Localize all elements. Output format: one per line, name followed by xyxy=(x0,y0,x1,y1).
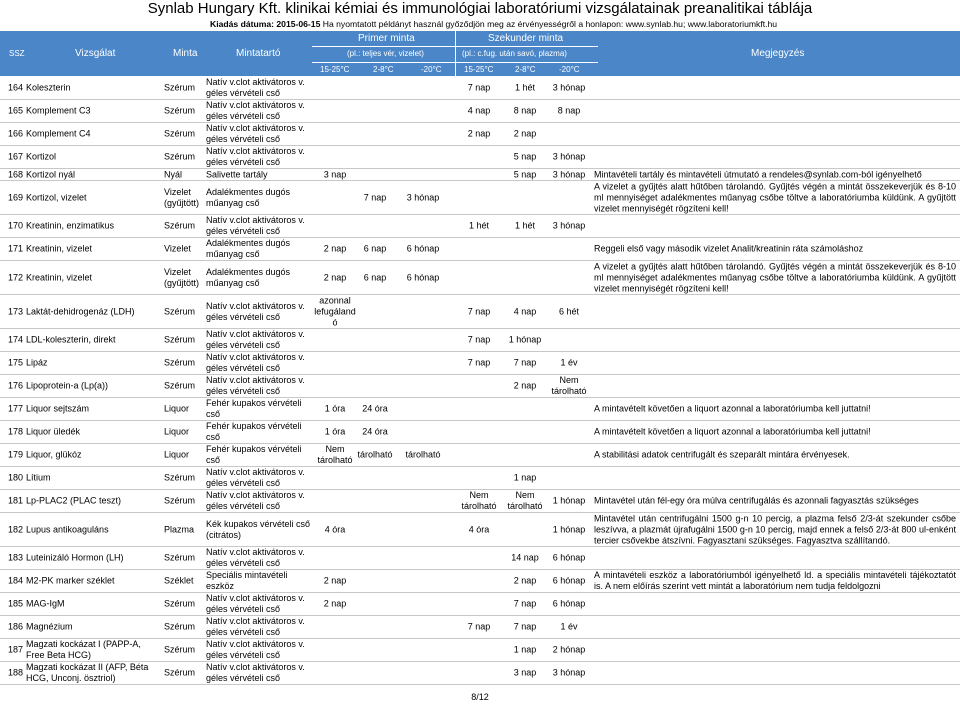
cell-primer-2: 6 nap xyxy=(363,272,387,282)
cell-name: Kreatinin, vizelet xyxy=(26,272,93,282)
cell-minta: Szérum xyxy=(164,220,196,231)
table-row xyxy=(0,146,960,169)
cell-note: Mintavételi tartály és mintavételi útmutató a rendeles@synlab.com-ból igényelhető xyxy=(594,169,922,179)
cell-name: Koleszterin xyxy=(26,82,71,93)
cell-minta: Szérum xyxy=(164,667,196,678)
temp-primer-frozen: -20°C xyxy=(421,65,442,74)
cell-primer-2: 6 nap xyxy=(363,243,387,254)
cell-minta: Szérum xyxy=(164,151,196,162)
cell-note: A mintavételt követően a liquort azonnal a laboratóriumba kell juttatni! xyxy=(594,426,871,437)
cell-name: Liquor üledék xyxy=(26,426,81,437)
cell-tarto: Natív v.clot aktivátoros v. géles vérvételi cső xyxy=(206,77,305,98)
cell-tarto: Fehér kupakos vérvételi cső xyxy=(206,421,302,442)
cell-ssz: 180 xyxy=(8,472,24,483)
cell-secondary-1: 4 nap xyxy=(467,105,491,116)
cell-name: Lp-PLAC2 (PLAC teszt) xyxy=(26,495,122,506)
cell-ssz: 179 xyxy=(8,449,24,460)
cell-name: Kortizol nyál xyxy=(26,169,76,179)
table-row xyxy=(0,421,960,444)
cell-name: Laktát-dehidrogenáz (LDH) xyxy=(26,306,135,316)
cell-minta: Plazma xyxy=(164,524,195,534)
cell-secondary-2: 5 nap xyxy=(513,151,537,162)
cell-note: Reggeli első vagy második vizelet Analit/kreatinin ráta számoláshoz xyxy=(594,243,864,254)
table-row xyxy=(0,467,960,490)
cell-ssz: 182 xyxy=(8,524,24,534)
cell-secondary-2: 1 hét xyxy=(514,82,536,93)
cell-minta: Szérum xyxy=(164,357,196,368)
cell-secondary-2: 7 nap xyxy=(513,357,537,368)
cell-tarto: Natív v.clot aktivátoros v. géles vérvételi cső xyxy=(206,123,305,144)
cell-primer-1: Nem tárolható xyxy=(317,444,353,465)
cell-note: A vizelet a gyűjtés alatt hűtőben tárolandó. Gyűjtés végén a mintát összekeverjük és 8-10 ml mennyiséget adalékmentes műanyag csőbe töltve a laboratóriumba küldünk. A gyűjtött vizelet mennyiségét rögzíteni kell! xyxy=(594,261,956,293)
cell-ssz: 186 xyxy=(8,621,24,632)
cell-minta: Nyál xyxy=(164,169,183,179)
cell-minta: Liquor xyxy=(164,403,190,414)
cell-name: Kortizol, vizelet xyxy=(26,192,87,202)
cell-ssz: 187 xyxy=(8,644,24,655)
col-minta: Minta xyxy=(173,48,198,59)
cell-secondary-3: 1 hónap xyxy=(552,495,586,506)
issue-date-label: Kiadás dátuma: xyxy=(210,19,274,29)
cell-name: Kortizol xyxy=(26,151,57,162)
table-row xyxy=(0,662,960,685)
cell-secondary-2: 5 nap xyxy=(513,169,537,179)
cell-tarto: Adalékmentes dugós műanyag cső xyxy=(206,186,291,208)
cell-ssz: 164 xyxy=(8,82,24,93)
table-row xyxy=(0,100,960,123)
cell-note: A mintavételt követően a liquort azonnal a laboratóriumba kell juttatni! xyxy=(594,403,871,414)
cell-name: Luteinizáló Hormon (LH) xyxy=(26,552,124,563)
table-row xyxy=(0,77,960,100)
cell-note: Mintavétel után centrifugálni 1500 g-n 10 percig, a plazma felső 2/3-át szekunder csőbe leszívva, a plazmát újrafugálni 1500 g-n 10 percig, majd ennek a felső 2/3-át 800 ul-enként tercier csővekbe átszívni. Fagyasztani szükséges. Fagyasztva szállítandó. xyxy=(594,513,956,545)
cell-name: Komplement C3 xyxy=(26,105,91,116)
cell-secondary-1: Nem tárolható xyxy=(461,490,497,511)
table-header xyxy=(0,31,960,76)
cell-tarto: Natív v.clot aktivátoros v. géles vérvételi cső xyxy=(206,215,305,236)
cell-secondary-2: 1 nap xyxy=(513,644,537,655)
cell-ssz: 168 xyxy=(8,169,24,179)
cell-tarto: Natív v.clot aktivátoros v. géles vérvételi cső xyxy=(206,547,305,568)
cell-secondary-1: 4 óra xyxy=(468,524,490,534)
cell-minta: Vizelet (gyűjtött) xyxy=(164,186,200,208)
table-row xyxy=(0,123,960,146)
cell-primer-2: 7 nap xyxy=(363,192,387,202)
table-row xyxy=(0,639,960,662)
cell-secondary-3: 3 hónap xyxy=(552,220,586,231)
cell-primer-1: azonnal lefugáland ó xyxy=(314,295,356,327)
table-row xyxy=(0,616,960,639)
col-vizsgalat: Vizsgálat xyxy=(75,48,116,59)
cell-tarto: Speciális mintavételi eszköz xyxy=(206,570,288,591)
cell-ssz: 171 xyxy=(8,243,24,254)
col-primer: Primer minta xyxy=(358,33,415,44)
cell-secondary-1: 7 nap xyxy=(467,334,491,345)
cell-note: A mintavételi eszköz a laboratóriumból igényelhető ld. a speciális mintavételi tájékoztatót is. A nem előírás szerint vett mintát a laboratórium nem tudja feldolgozni xyxy=(594,570,956,591)
cell-primer-2: tárolható xyxy=(357,449,393,460)
cell-secondary-2: 8 nap xyxy=(513,105,537,116)
table-row xyxy=(0,215,960,238)
cell-primer-3: 6 hónap xyxy=(406,243,440,254)
cell-minta: Vizelet (gyűjtött) xyxy=(164,266,200,288)
cell-minta: Szérum xyxy=(164,472,196,483)
cell-name: Magnézium xyxy=(26,621,73,632)
table-row xyxy=(0,169,960,181)
cell-note: A vizelet a gyűjtés alatt hűtőben tárolandó. Gyűjtés végén a mintát összekeverjük és 8-10 ml mennyiséget adalékmentes műanyag csőbe töltve a laboratóriumba küldünk. A gyűjtött vizelet mennyiségét rögzíteni kell! xyxy=(594,181,956,213)
cell-minta: Liquor xyxy=(164,449,190,460)
cell-primer-1: 2 nap xyxy=(323,272,347,282)
table-row xyxy=(0,329,960,352)
temp-primer-fridge: 2-8°C xyxy=(373,65,394,74)
cell-secondary-2: 14 nap xyxy=(511,552,539,563)
cell-name: LDL-koleszterin, direkt xyxy=(26,334,116,345)
cell-tarto: Fehér kupakos vérvételi cső xyxy=(206,398,302,419)
table-row xyxy=(0,547,960,570)
cell-tarto: Natív v.clot aktivátoros v. géles vérvételi cső xyxy=(206,490,305,511)
cell-minta: Liquor xyxy=(164,426,190,437)
col-szekunder-note: (pl.: c.fug. után savó, plazma) xyxy=(462,49,567,58)
cell-tarto: Natív v.clot aktivátoros v. géles vérvételi cső xyxy=(206,616,305,637)
page-number: 8/12 xyxy=(471,692,489,702)
table-row xyxy=(0,490,960,513)
cell-secondary-3: 3 hónap xyxy=(552,82,586,93)
cell-minta: Szérum xyxy=(164,380,196,391)
cell-minta: Szérum xyxy=(164,334,196,345)
cell-ssz: 175 xyxy=(8,357,24,368)
col-szekunder: Szekunder minta xyxy=(488,33,564,44)
cell-tarto: Fehér kupakos vérvételi cső xyxy=(206,444,302,465)
cell-secondary-2: 2 nap xyxy=(513,128,537,139)
temp-secondary-room: 15-25°C xyxy=(464,65,494,74)
cell-name: Liquor, glükóz xyxy=(26,449,82,460)
cell-secondary-3: 3 hónap xyxy=(552,151,586,162)
col-megjegyzes: Megjegyzés xyxy=(751,48,805,59)
cell-primer-1: 4 óra xyxy=(324,524,346,534)
cell-secondary-2: 2 nap xyxy=(513,575,537,586)
cell-secondary-1: 1 hét xyxy=(468,220,490,231)
cell-secondary-2: 1 hónap xyxy=(508,334,542,345)
cell-tarto: Natív v.clot aktivátoros v. géles vérvételi cső xyxy=(206,146,305,167)
cell-minta: Szérum xyxy=(164,621,196,632)
cell-ssz: 178 xyxy=(8,426,24,437)
cell-secondary-2: 2 nap xyxy=(513,380,537,391)
cell-secondary-2: 1 nap xyxy=(513,472,537,483)
test-table xyxy=(0,77,960,685)
cell-ssz: 176 xyxy=(8,380,24,391)
cell-ssz: 173 xyxy=(8,306,24,316)
cell-secondary-3: 1 év xyxy=(560,357,578,368)
cell-ssz: 183 xyxy=(8,552,24,563)
cell-ssz: 184 xyxy=(8,575,24,586)
cell-minta: Szérum xyxy=(164,495,196,506)
cell-minta: Szérum xyxy=(164,82,196,93)
cell-name: Magzati kockázat II (AFP, Béta HCG, Unconj. ösztriol) xyxy=(26,662,149,683)
cell-minta: Szérum xyxy=(164,644,196,655)
validity-notice: Ha nyomtatott példányt használ győződjön meg az érvényességről a honlapon: www.synlab.hu; www.laboratoriumkft.hu xyxy=(322,19,778,29)
cell-tarto: Kék kupakos vérvételi cső (citrátos) xyxy=(206,518,311,540)
cell-ssz: 185 xyxy=(8,598,24,609)
cell-minta: Szérum xyxy=(164,598,196,609)
col-mintatarto: Mintatartó xyxy=(236,48,281,59)
cell-primer-2: 24 óra xyxy=(362,426,388,437)
cell-primer-1: 1 óra xyxy=(324,403,346,414)
cell-secondary-1: 7 nap xyxy=(467,306,491,316)
cell-primer-3: 3 hónap xyxy=(406,192,440,202)
cell-tarto: Natív v.clot aktivátoros v. géles vérvételi cső xyxy=(206,352,305,373)
cell-ssz: 181 xyxy=(8,495,24,506)
cell-secondary-3: 1 év xyxy=(560,621,578,632)
cell-secondary-3: 6 hónap xyxy=(552,598,586,609)
cell-tarto: Salivette tartály xyxy=(206,169,268,179)
temp-secondary-fridge: 2-8°C xyxy=(515,65,536,74)
issue-line xyxy=(210,19,960,30)
issue-date: 2015-06-15 xyxy=(276,19,321,29)
cell-minta: Vizelet xyxy=(164,243,191,254)
cell-secondary-1: 7 nap xyxy=(467,621,491,632)
cell-primer-1: 1 óra xyxy=(324,426,346,437)
cell-tarto: Natív v.clot aktivátoros v. géles vérvételi cső xyxy=(206,662,305,683)
table-row xyxy=(0,444,960,467)
cell-note: Mintavétel után fél-egy óra múlva centrifugálás és azonnali fagyasztás szükséges xyxy=(594,495,919,506)
table-row xyxy=(0,181,960,215)
table-row xyxy=(0,593,960,616)
cell-ssz: 174 xyxy=(8,334,24,345)
cell-ssz: 172 xyxy=(8,272,24,282)
table-row xyxy=(0,570,960,593)
cell-ssz: 188 xyxy=(8,667,24,678)
cell-name: Magzati kockázat I (PAPP-A, Free Beta HCG) xyxy=(26,639,141,660)
cell-tarto: Natív v.clot aktivátoros v. géles vérvételi cső xyxy=(206,639,305,660)
cell-name: M2-PK marker széklet xyxy=(26,575,115,586)
cell-secondary-2: 7 nap xyxy=(513,598,537,609)
cell-secondary-3: Nem tárolható xyxy=(551,375,587,396)
cell-secondary-2: 3 nap xyxy=(513,667,537,678)
cell-secondary-3: 3 hónap xyxy=(552,169,586,179)
cell-name: Lítium xyxy=(26,472,51,483)
table-row xyxy=(0,513,960,547)
cell-note: A stabilitási adatok centrifugált és szeparált mintára érvényesek. xyxy=(594,449,850,460)
cell-secondary-3: 1 hónap xyxy=(552,524,586,534)
table-row xyxy=(0,295,960,329)
cell-minta: Széklet xyxy=(164,575,194,586)
cell-secondary-3: 6 hét xyxy=(558,306,580,316)
cell-tarto: Adalékmentes dugós műanyag cső xyxy=(206,238,291,259)
col-ssz: SSZ xyxy=(9,49,25,58)
cell-name: Lipáz xyxy=(26,357,48,368)
cell-secondary-2: 7 nap xyxy=(513,621,537,632)
cell-secondary-2: 1 hét xyxy=(514,220,536,231)
cell-primer-1: 2 nap xyxy=(323,243,347,254)
cell-primer-1: 2 nap xyxy=(323,598,347,609)
cell-name: Kreatinin, enzimatikus xyxy=(26,220,115,231)
cell-tarto: Natív v.clot aktivátoros v. géles vérvételi cső xyxy=(206,467,305,488)
cell-ssz: 166 xyxy=(8,128,24,139)
cell-tarto: Natív v.clot aktivátoros v. géles vérvételi cső xyxy=(206,593,305,614)
cell-secondary-2: Nem tárolható xyxy=(507,490,543,511)
cell-secondary-3: 6 hónap xyxy=(552,575,586,586)
temp-secondary-frozen: -20°C xyxy=(559,65,580,74)
cell-name: Liquor sejtszám xyxy=(26,403,90,414)
cell-tarto: Natív v.clot aktivátoros v. géles vérvételi cső xyxy=(206,375,305,396)
cell-name: MAG-IgM xyxy=(26,598,65,609)
table-row xyxy=(0,261,960,295)
document-title: Synlab Hungary Kft. klinikai kémiai és immunológiai laboratóriumi vizsgálatainak preanalitikai táblája xyxy=(147,0,813,17)
cell-minta: Szérum xyxy=(164,128,196,139)
cell-primer-1: 3 nap xyxy=(323,169,347,179)
table-row xyxy=(0,352,960,375)
cell-name: Lipoprotein-a (Lp(a)) xyxy=(26,380,109,391)
table-row xyxy=(0,375,960,398)
cell-name: Kreatinin, vizelet xyxy=(26,243,93,254)
table-row xyxy=(0,238,960,261)
cell-primer-3: tárolható xyxy=(405,449,441,460)
cell-name: Lupus antikoaguláns xyxy=(26,524,109,534)
cell-tarto: Adalékmentes dugós műanyag cső xyxy=(206,266,291,288)
cell-secondary-3: 8 nap xyxy=(557,105,581,116)
cell-ssz: 169 xyxy=(8,192,24,202)
cell-secondary-1: 7 nap xyxy=(467,82,491,93)
cell-secondary-1: 7 nap xyxy=(467,357,491,368)
col-primer-note: (pl.: teljes vér, vizelet) xyxy=(347,49,424,58)
cell-secondary-3: 6 hónap xyxy=(552,552,586,563)
cell-tarto: Natív v.clot aktivátoros v. géles vérvételi cső xyxy=(206,300,305,322)
cell-name: Komplement C4 xyxy=(26,128,91,139)
cell-primer-2: 24 óra xyxy=(362,403,388,414)
cell-primer-1: 2 nap xyxy=(323,575,347,586)
cell-tarto: Natív v.clot aktivátoros v. géles vérvételi cső xyxy=(206,100,305,121)
cell-ssz: 167 xyxy=(8,151,24,162)
cell-tarto: Natív v.clot aktivátoros v. géles vérvételi cső xyxy=(206,329,305,350)
cell-ssz: 170 xyxy=(8,220,24,231)
cell-ssz: 165 xyxy=(8,105,24,116)
cell-secondary-3: 3 hónap xyxy=(552,667,586,678)
cell-minta: Szérum xyxy=(164,552,196,563)
cell-minta: Szérum xyxy=(164,306,196,316)
cell-primer-3: 6 hónap xyxy=(406,272,440,282)
cell-secondary-1: 2 nap xyxy=(467,128,491,139)
cell-secondary-2: 4 nap xyxy=(513,306,537,316)
cell-ssz: 177 xyxy=(8,403,24,414)
table-row xyxy=(0,398,960,421)
cell-minta: Szérum xyxy=(164,105,196,116)
cell-secondary-3: 2 hónap xyxy=(552,644,586,655)
header-divider xyxy=(455,31,456,76)
temp-primer-room: 15-25°C xyxy=(320,65,350,74)
